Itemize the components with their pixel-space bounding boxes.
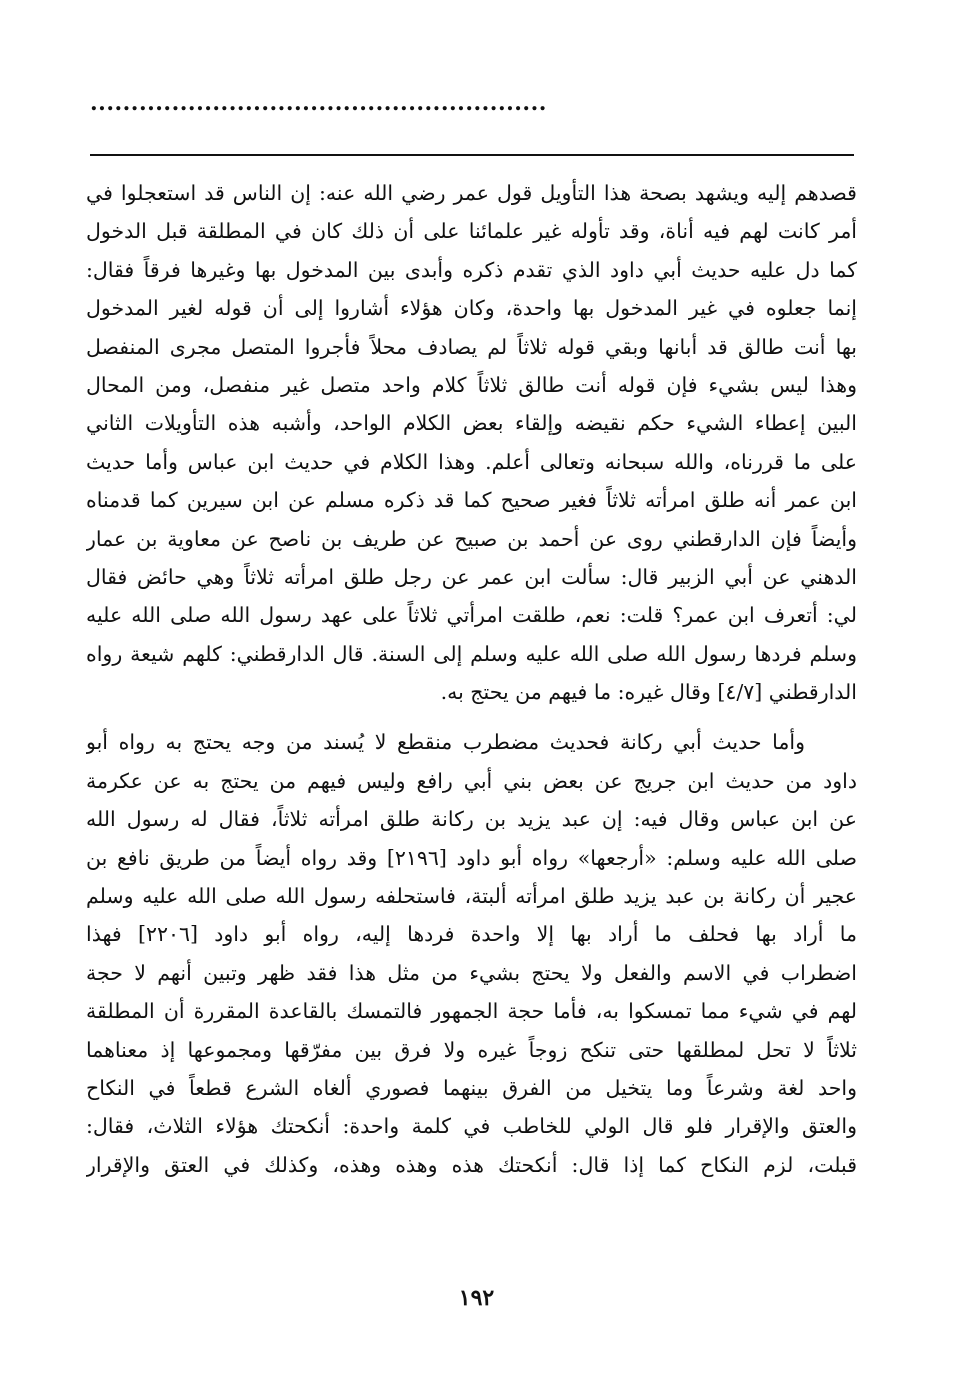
text-line: ابن عمر أنه طلق امرأته ثلاثاً فغير صحيح كما قد ذكره مسلم عن ابن سيرين كما قدمناه xyxy=(86,488,857,513)
text-line: أمر كانت لهم فيه أناة، وقد تأوله غير علمائنا على أن ذلك كان في المطلقة قبل الدخول xyxy=(86,219,857,244)
text-line: وأما حديث أبي ركانة فحديث مضطرب منقطع لا يُسند من وجه يحتج به رواه أبو xyxy=(86,730,805,755)
text-line: داود من حديث ابن جريج عن بعض بني أبي رافع وليس فيهم من يحتج به عن عكرمة xyxy=(86,768,857,793)
text-line: وأيضاً فإن الدارقطني روى عن أحمد بن صبيح عن طريف بن ناصح عن معاوية بن عمار xyxy=(86,526,857,551)
text-line: وسلم فردها رسول الله صلى الله عليه وسلم إلى السنة. قال الدارقطني: كلهم شيعة رواه xyxy=(86,641,857,666)
text-line: على ما قررناه، والله سبحانه وتعالى أعلم. وهذا الكلام في حديث ابن عباس وأما حديث xyxy=(86,449,857,474)
text-line: عن ابن عباس وقال فيه: إن عبد يزيد بن ركانة طلق امرأته ثلاثاً، فقال له رسول الله xyxy=(86,807,857,832)
dotted-separator: ........................................................ xyxy=(90,92,547,114)
paragraph-continuation xyxy=(86,174,857,711)
text-line: والعتق والإقرار فلو قال الولي للخاطب في كلمة واحدة: أنكحتك هؤلاء الثلاث، فقال: xyxy=(86,1114,857,1139)
text-line: قبلت، لزم النكاح كما إذا قال: أنكحتك هذه وهذه وهذه، وكذلك في العتق والإقرار xyxy=(86,1152,857,1177)
text-line: واحد لغة وشرعاً وما يتخيل من الفرق بينهما فصوري ألغاه الشرع قطعاً في النكاح xyxy=(86,1075,857,1100)
text-line: ما أراد بها فحلف ما أراد بها إلا واحدة فردها إليه، رواه أبو داود [٢٢٠٦] فهذا xyxy=(86,922,857,947)
text-line: عجير أن ركانة بن عبد يزيد طلق امرأته ألبتة، فاستحلفه رسول الله صلى الله عليه وسلم xyxy=(86,884,857,909)
text-line: الدارقطني [٤/٧] وقال غيره: ما فيهم من يحتج به. xyxy=(440,680,857,705)
text-line: لي: أتعرف ابن عمر؟ قلت: نعم، طلقت امرأتي ثلاثاً على عهد رسول الله صلى الله عليه xyxy=(86,603,857,628)
text-line: لهم في شيء مما تمسكوا به، فأما حجة الجمهور فالتمسك بالقاعدة المقررة أن المطلقة xyxy=(86,999,857,1024)
text-line: صلى الله عليه وسلم: «أرجعها» رواه أبو داود [٢١٩٦] وقد رواه أيضاً من طريق نافع بن xyxy=(86,845,857,870)
paragraph-abu-rukana xyxy=(86,723,857,1184)
text-line: بها أنت طالق قد أبانها وبقي قوله ثلاثاً لم يصادف محلاً فأجروا المتصل مجرى المنفصل xyxy=(86,334,857,359)
text-line: إنما جعلوه في غير المدخول بها واحدة، وكان هؤلاء أشاروا إلى أن قوله لغير المدخول xyxy=(86,296,857,321)
horizontal-rule xyxy=(90,154,854,156)
page-number: ١٩٢ xyxy=(458,1285,495,1311)
text-line: قصدهم إليه ويشهد بصحة هذا التأويل قول عمر رضي الله عنه: إن الناس قد استعجلوا في xyxy=(86,181,857,205)
text-line: البين إعطاء الشيء حكم نقيضه وإلقاء بعض الكلام الواحد، وأشبه هذه التأويلات الثاني xyxy=(86,411,857,436)
text-line: وهذا ليس بشيء فإن قوله أنت طالق ثلاثاً كلام واحد متصل غير منفصل، ومن المحال xyxy=(86,372,857,397)
page-body xyxy=(86,174,857,1184)
text-line: الدهني عن أبي الزبير قال: سألت ابن عمر عن رجل طلق امرأته ثلاثاً وهي حائض فقال xyxy=(86,564,857,589)
text-line: ثلاثاً لا تحل لمطلقها حتى تنكح زوجاً غيره ولا فرق بين مفرّقها ومجموعها إذ معناهما xyxy=(86,1037,857,1062)
text-line: اضطراب في الاسم والفعل ولا يحتج بشيء من مثل هذا فقد ظهر وتبين أنهم لا حجة xyxy=(86,960,857,985)
text-line: كما دل عليه حديث أبي داود الذي تقدم ذكره وأبدى بين المدخول بها وغيرها فرقاً فقال: xyxy=(86,257,857,282)
paragraph-gap xyxy=(86,711,857,723)
